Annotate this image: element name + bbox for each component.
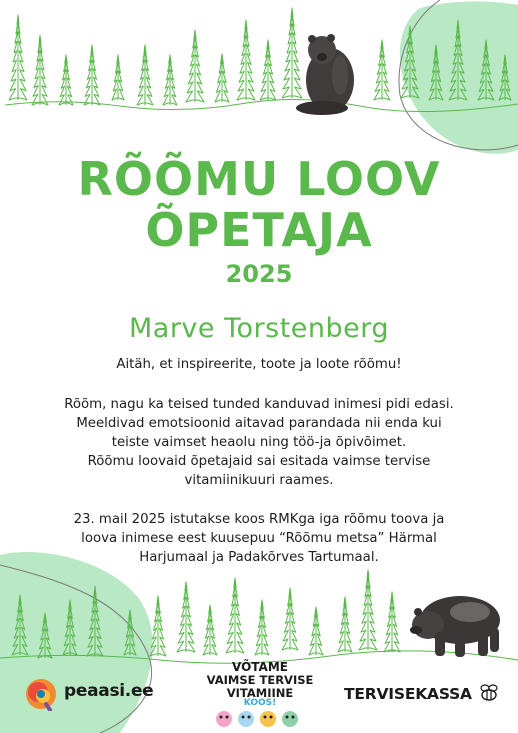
peaasi-logo-icon bbox=[24, 677, 58, 711]
body-paragraph-1 bbox=[30, 395, 488, 490]
tervisekassa-bee-icon bbox=[478, 683, 500, 703]
thanks-text: Aitäh, et inspireerite, toote ja loote rõõmu! bbox=[116, 357, 402, 372]
title-line-2: ÕPETAJA bbox=[145, 203, 373, 257]
bear-sitting-illustration bbox=[296, 34, 354, 115]
vitamin-line: VAIMSE TERVISE bbox=[206, 673, 314, 687]
thanks-line bbox=[30, 355, 488, 374]
peaasi-logo bbox=[24, 677, 174, 709]
vitamin-line: KOOS! bbox=[243, 698, 277, 708]
body1-line: teiste vaimset heaolu ning töö-ja õpivõimet. bbox=[111, 435, 407, 450]
vitamin-characters-icon bbox=[196, 708, 324, 730]
vitamin-campaign-logo bbox=[196, 660, 324, 730]
body1-line: Meeldivad emotsioonid aitavad parandada nii enda kui bbox=[76, 416, 442, 431]
body1-line: vitamiinikuuri raames. bbox=[184, 473, 334, 488]
tervisekassa-logo bbox=[344, 683, 504, 707]
body1-line: Rõõmu loovaid õpetajaid sai esitada vaimse tervise bbox=[87, 454, 431, 469]
title-line-1: RÕÕMU LOOV bbox=[77, 152, 441, 206]
body2-line: 23. mail 2025 istutakse koos RMKga iga rõõmu toova ja bbox=[73, 512, 445, 527]
vitamin-line: VITAMIINE bbox=[226, 686, 294, 700]
peaasi-text: peaasi.ee bbox=[64, 681, 154, 701]
body1-line: Rõõm, nagu ka teised tunded kanduvad inimesi pidi edasi. bbox=[64, 397, 454, 412]
tervisekassa-text: TERVISEKASSA bbox=[344, 685, 472, 703]
recipient-name: Marve Torstenberg bbox=[128, 313, 390, 344]
body2-line: Harjumaal ja Padakõrves Tartumaal. bbox=[139, 550, 379, 565]
bear-walking-illustration bbox=[410, 596, 500, 657]
vitamin-line: VÕTAME bbox=[232, 660, 288, 674]
body-paragraph-2 bbox=[30, 510, 488, 567]
body2-line: loova inimese eest kuusepuu “Rõõmu metsa” Härmal bbox=[81, 531, 437, 546]
year: 2025 bbox=[225, 260, 293, 288]
